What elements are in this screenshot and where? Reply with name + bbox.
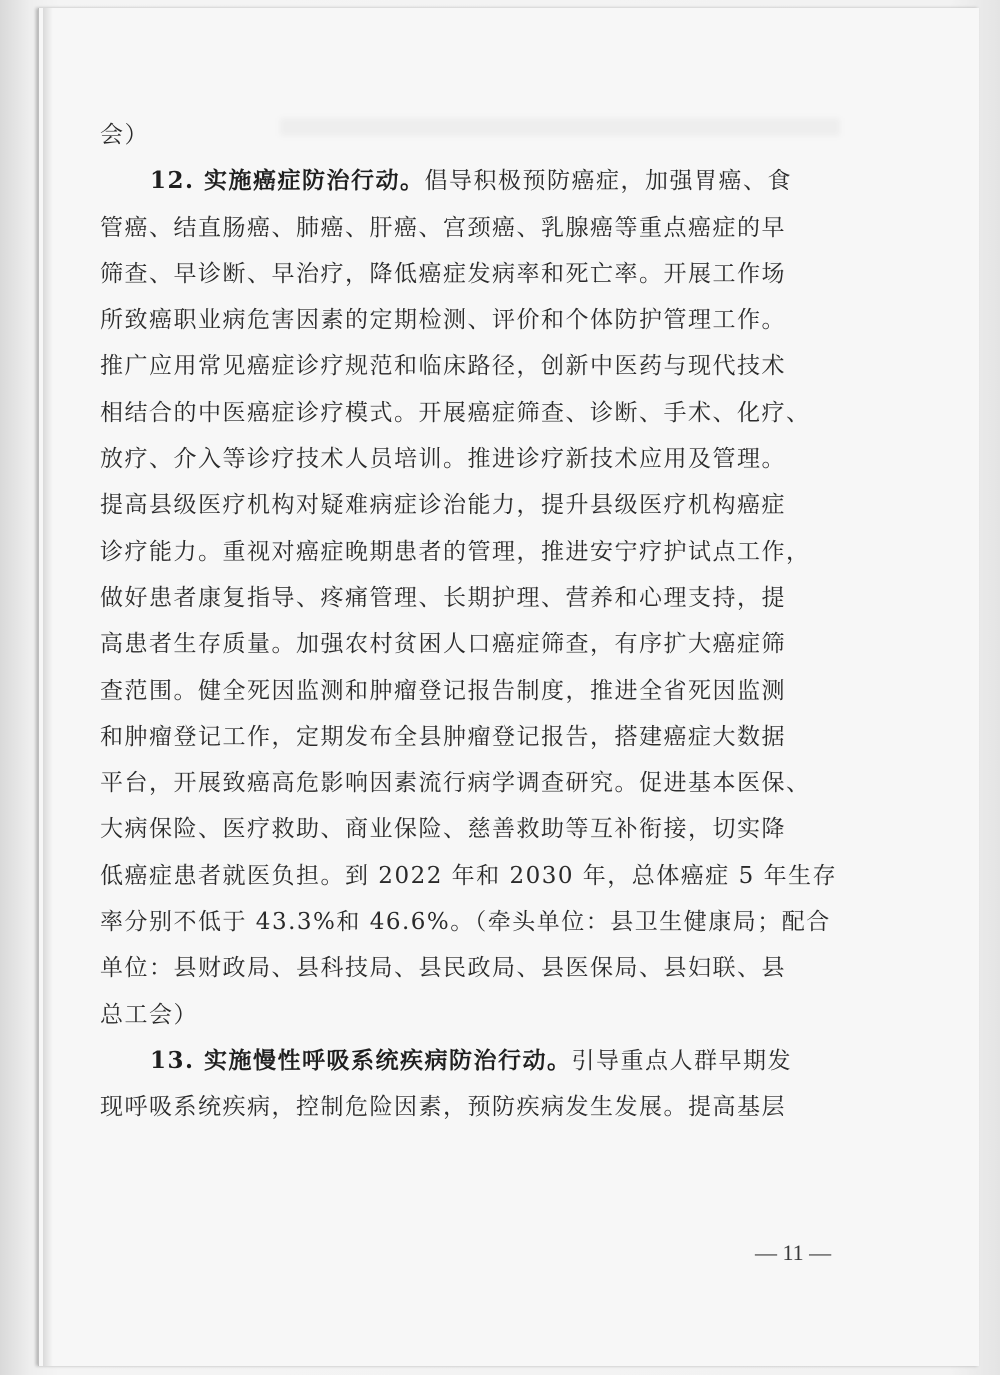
text-line: 所致癌职业病危害因素的定期检测、评价和个体防护管理工作。 bbox=[100, 307, 786, 334]
text-line: 放疗、介入等诊疗技术人员培训。推进诊疗新技术应用及管理。 bbox=[100, 446, 786, 473]
paragraph-13-text: 引导重点人群早期发 bbox=[571, 1047, 793, 1074]
paragraph-12-heading: 12. 实施癌症防治行动。 bbox=[150, 167, 425, 195]
text-line: 做好患者康复指导、疼痛管理、长期护理、营养和心理支持，提 bbox=[100, 584, 786, 611]
page-fold-shadow bbox=[43, 8, 53, 1366]
text-line: 推广应用常见癌症诊疗规范和临床路径，创新中医药与现代技术 bbox=[100, 353, 786, 380]
paragraph-13-first-line bbox=[100, 1038, 820, 1084]
text-line: 高患者生存质量。加强农村贫困人口癌症筛查，有序扩大癌症筛 bbox=[100, 631, 786, 658]
text-line: 低癌症患者就医负担。到 2022 年和 2030 年，总体癌症 5 年生存 bbox=[100, 862, 838, 889]
document-body bbox=[100, 112, 838, 1131]
text-line: 现呼吸系统疾病，控制危险因素，预防疾病发生发展。提高基层 bbox=[100, 1094, 786, 1121]
text-line: 相结合的中医癌症诊疗模式。开展癌症筛查、诊断、手术、化疗、 bbox=[100, 399, 811, 426]
paragraph-12-text: 倡导积极预防癌症，加强胃癌、食 bbox=[424, 168, 793, 195]
text-line: 会） bbox=[100, 122, 149, 148]
text-line: 平台，开展致癌高危影响因素流行病学调查研究。促进基本医保、 bbox=[100, 770, 811, 797]
text-line: 提高县级医疗机构对疑难病症诊治能力，提升县级医疗机构癌症 bbox=[100, 492, 786, 519]
text-line: 率分别不低于 43.3%和 46.6%。（牵头单位：县卫生健康局；配合 bbox=[100, 909, 831, 936]
page-number: — 11 — bbox=[755, 1240, 832, 1265]
text-line: 诊疗能力。重视对癌症晚期患者的管理，推进安宁疗护试点工作， bbox=[100, 538, 811, 565]
text-line: 单位：县财政局、县科技局、县民政局、县医保局、县妇联、县 bbox=[100, 955, 786, 982]
text-line: 筛查、早诊断、早治疗，降低癌症发病率和死亡率。开展工作场 bbox=[100, 260, 786, 287]
paragraph-12-first-line bbox=[100, 158, 820, 204]
text-line: 总工会） bbox=[100, 1001, 198, 1028]
text-line: 大病保险、医疗救助、商业保险、慈善救助等互补衔接，切实降 bbox=[100, 816, 786, 843]
text-line: 和肿瘤登记工作，定期发布全县肿瘤登记报告，搭建癌症大数据 bbox=[100, 723, 786, 750]
paragraph-13-heading: 13. 实施慢性呼吸系统疾病防治行动。 bbox=[150, 1046, 572, 1074]
text-line: 管癌、结直肠癌、肺癌、肝癌、宫颈癌、乳腺癌等重点癌症的早 bbox=[100, 214, 786, 241]
text-line: 查范围。健全死因监测和肿瘤登记报告制度，推进全省死因监测 bbox=[100, 677, 786, 704]
